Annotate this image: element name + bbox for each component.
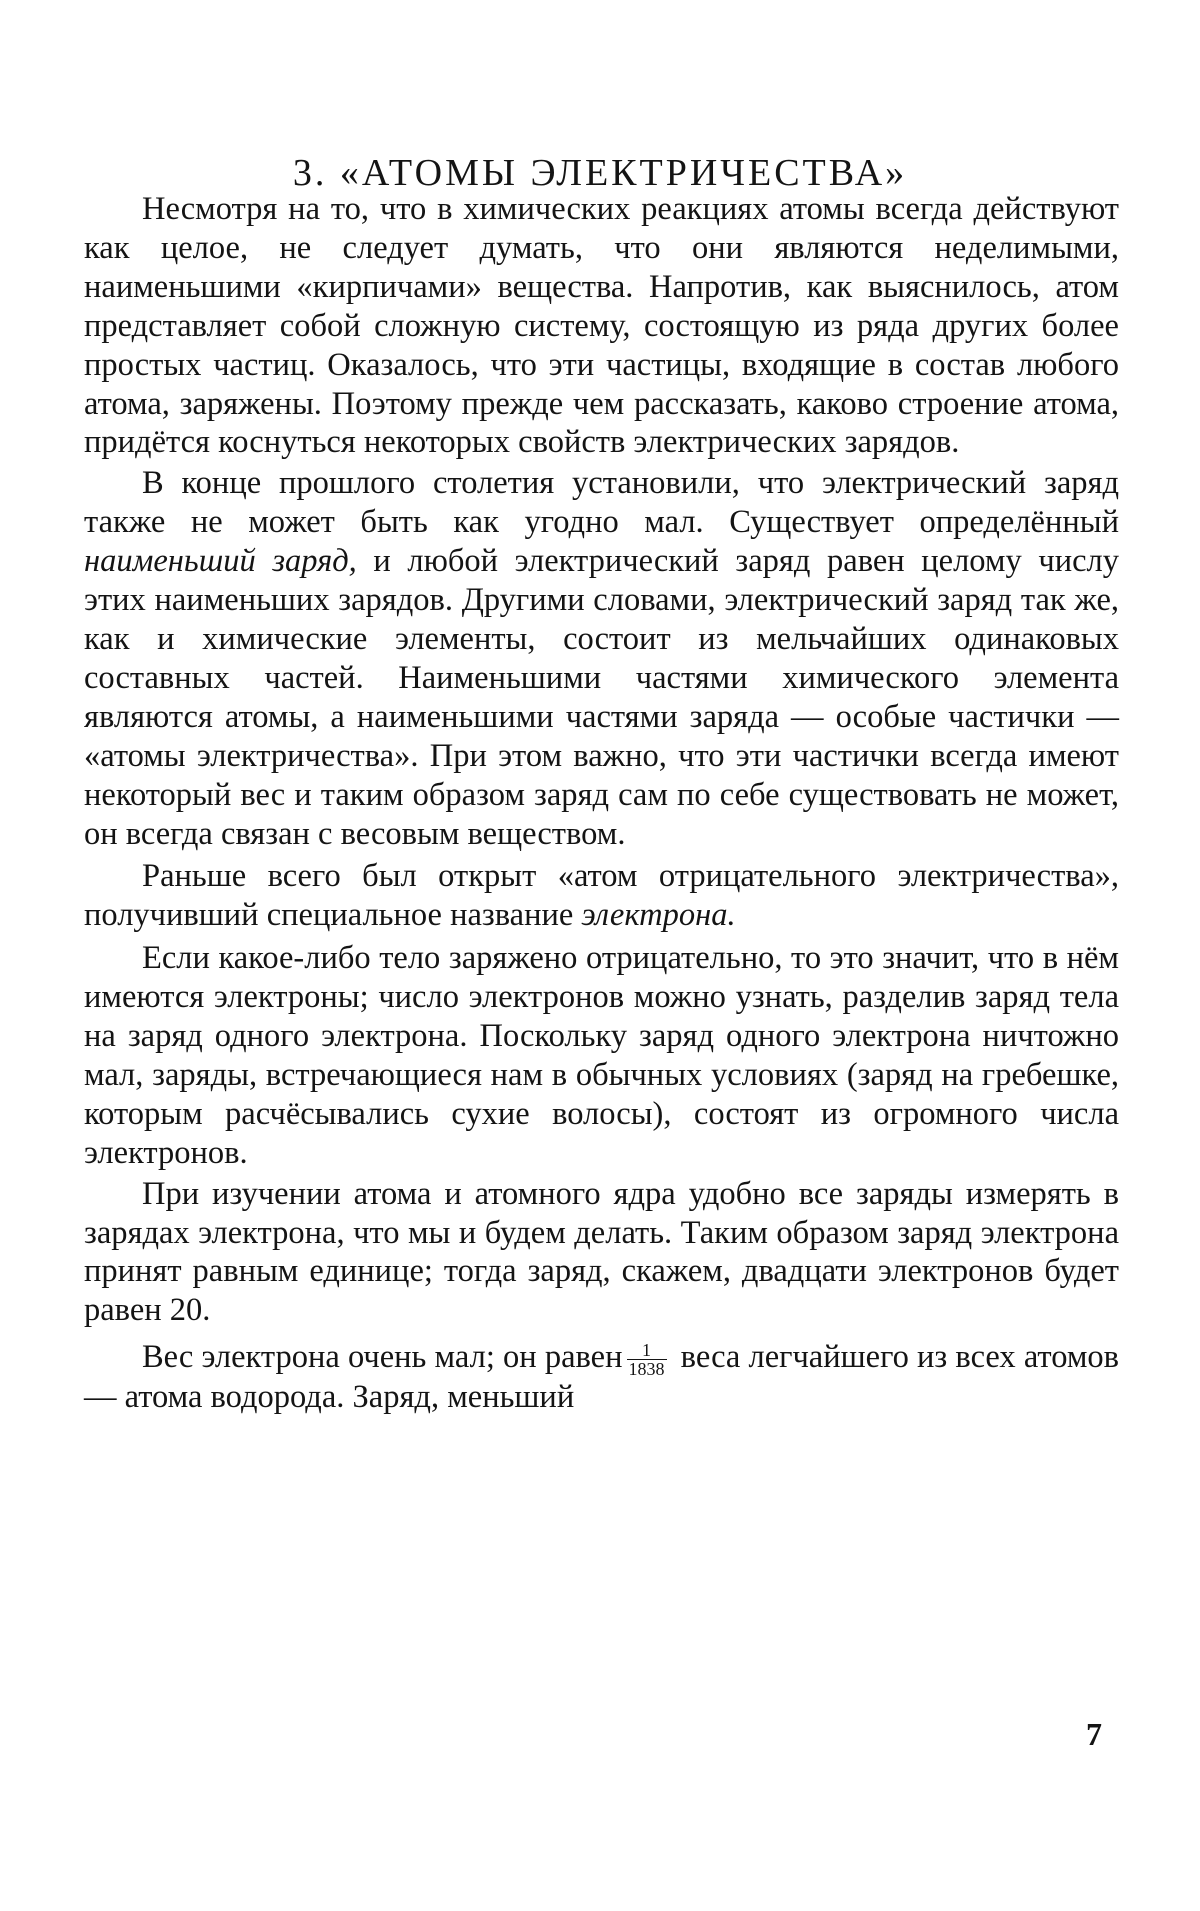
body-text <box>84 190 1119 1417</box>
paragraph-6-text-start: Вес электрона очень мал; он равен <box>142 1339 623 1376</box>
section-heading: 3. «АТОМЫ ЭЛЕКТРИЧЕСТВА» <box>292 152 908 195</box>
paragraph-4: Если какое-либо тело заряжено отрицательно, то это значит, что в нём имеются электроны; число электронов можно узнать, разделив заряд тела на заряд одного электрона. Поскольку заряд одного электрона ничтожно мал, заряды, встречающиеся нам в обычных условиях (заряд на гребешке, которым расчёсывались сухие волосы), состоят из огромного числа электронов. <box>84 940 1119 1171</box>
paragraph-3-emphasis: электрона. <box>581 897 736 934</box>
paragraph-6 <box>84 1338 1119 1417</box>
paragraph-2-text-end: и любой электрический заряд равен целому числу этих наименьших зарядов. Другими словами, электрический заряд так же, как и химические элементы, состоит из мельчайших одинаковых составных частей. Наименьшими частями химического элемента являются атомы, а наименьшими частями заряда — особые частички — «атомы электричества». При этом важно, что эти частички всегда имеют некоторый вес и таким образом заряд сам по себе существовать не может, он всегда связан с весовым веществом. <box>84 543 1119 852</box>
fraction-denominator: 1838 <box>628 1359 665 1380</box>
fraction-numerator: 1 <box>627 1341 667 1360</box>
paragraph-3-text: Раньше всего был открыт «атом отрицательного электричества», получивший специальное название <box>84 858 1119 934</box>
paragraph-3 <box>84 857 1119 935</box>
paragraph-1: Несмотря на то, что в химических реакциях атомы всегда действуют как целое, не следует думать, что они являются неделимыми, наименьшими «кирпичами» вещества. Напротив, как выяснилось, атом представляет собой сложную систему, состоящую из ряда других более простых частиц. Оказалось, что эти частицы, входящие в состав любого атома, заряжены. Поэтому прежде чем рассказать, каково строение атома, придётся коснуться некоторых свойств электрических зарядов. <box>84 191 1119 461</box>
paragraph-6-text-end: веса легчайшего из всех атомов — атома водорода. Заряд, меньший <box>84 1339 1119 1416</box>
paragraph-2 <box>84 464 1119 853</box>
page-number: 7 <box>1086 1716 1102 1752</box>
paragraph-2-emphasis: наименьший заряд, <box>84 543 357 580</box>
fraction <box>627 1341 667 1378</box>
paragraph-2-text-start: В конце прошлого столетия установили, что электрический заряд также не может быть как угодно мал. Существует определённый <box>84 465 1119 541</box>
paragraph-5: При изучении атома и атомного ядра удобно все заряды измерять в зарядах электрона, что мы и будем делать. Таким образом заряд электрона принят равным единице; тогда заряд, скажем, двадцати электронов будет равен 20. <box>84 1175 1119 1329</box>
